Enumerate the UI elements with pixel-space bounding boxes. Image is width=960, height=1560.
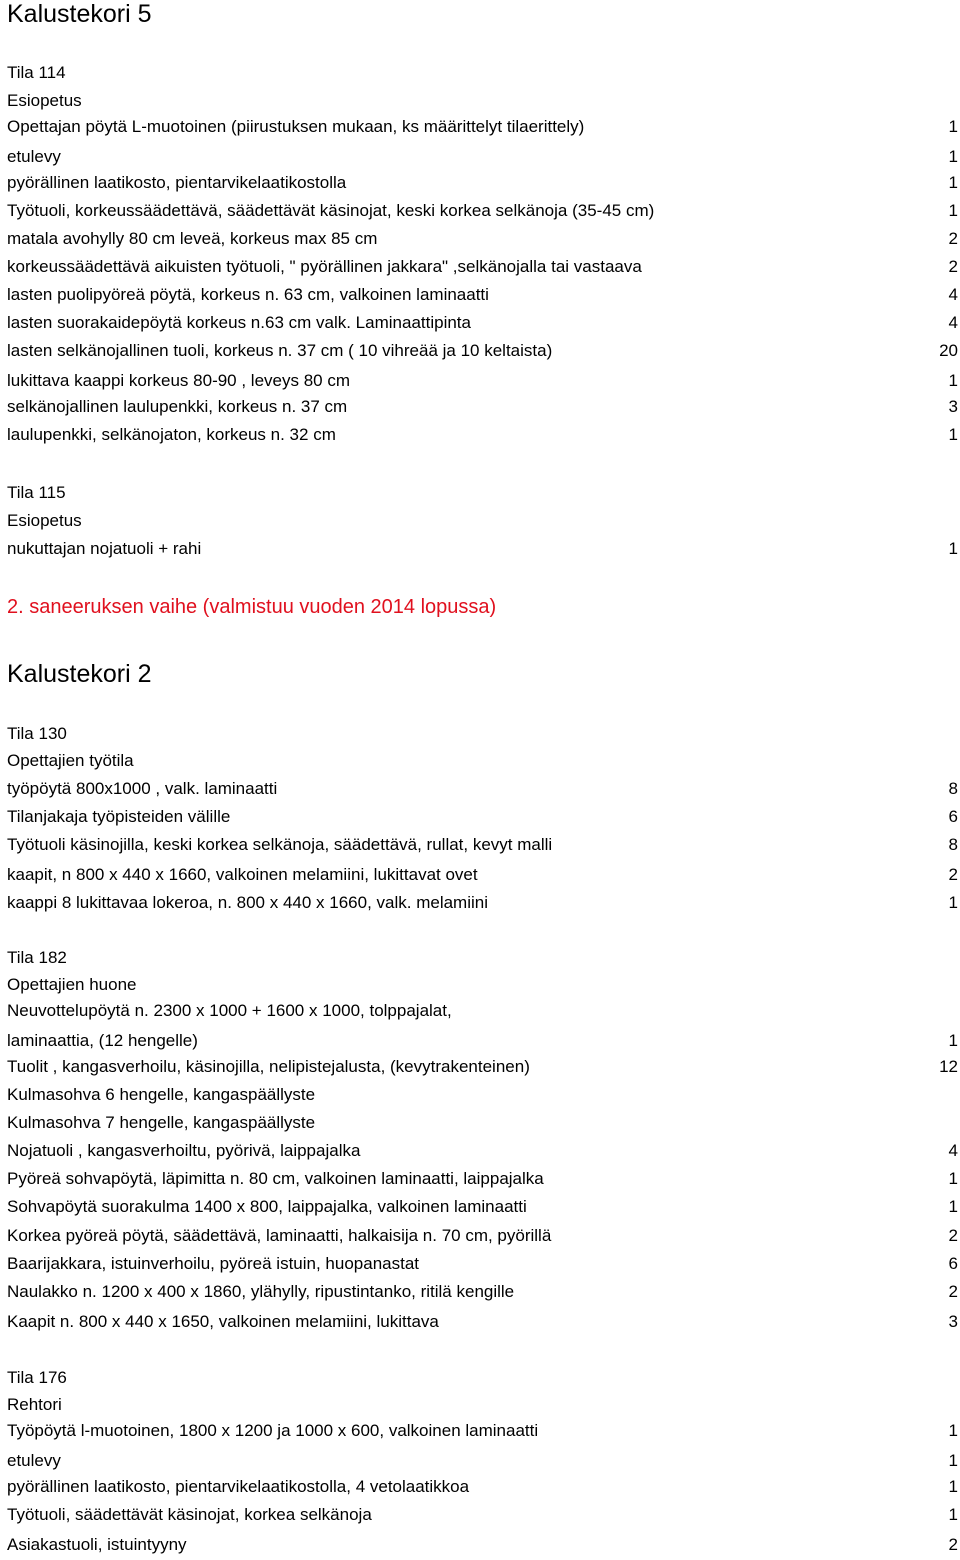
item-description: pyörällinen laatikosto, pientarvikelaatikostolla [7,173,347,192]
item-description: laulupenkki, selkänojaton, korkeus n. 32 cm [7,425,336,444]
item-description: Työpöytä l-muotoinen, 1800 x 1200 ja 1000 x 600, valkoinen laminaatti [7,1421,539,1440]
item-quantity: 1 [948,425,958,444]
item-quantity: 1 [948,1031,958,1050]
item-quantity: 2 [948,1226,958,1245]
item-description: Korkea pyöreä pöytä, säädettävä, laminaatti, halkaisija n. 70 cm, pyörillä [7,1226,552,1245]
item-quantity: 2 [948,1535,958,1554]
item-quantity: 1 [948,173,958,192]
room-subtitle: Esiopetus [7,91,82,110]
item-description: lasten puolipyöreä pöytä, korkeus n. 63 cm, valkoinen laminaatti [7,285,489,304]
item-description: Kaapit n. 800 x 440 x 1650, valkoinen melamiini, lukittava [7,1312,439,1331]
item-description: Työtuoli, säädettävät käsinojat, korkea selkänoja [7,1505,372,1524]
item-description: Neuvottelupöytä n. 2300 x 1000 + 1600 x 1000, tolppajalat, [7,1001,452,1020]
item-description: Kulmasohva 7 hengelle, kangaspäällyste [7,1113,316,1132]
section-heading: Kalustekori 5 [7,0,152,28]
item-quantity: 1 [948,893,958,912]
item-description: lasten selkänojallinen tuoli, korkeus n. 37 cm ( 10 vihreää ja 10 keltaista) [7,341,553,360]
item-description: Naulakko n. 1200 x 400 x 1860, ylähylly, ripustintanko, ritilä kengille [7,1282,515,1301]
item-description: työpöytä 800x1000 , valk. laminaatti [7,779,278,798]
item-description: Asiakastuoli, istuintyyny [7,1535,187,1554]
item-description: laminaattia, (12 hengelle) [7,1031,198,1050]
item-description: Työtuoli, korkeussäädettävä, säädettävät käsinojat, keski korkea selkänoja (35-45 cm) [7,201,655,220]
item-description: kaapit, n 800 x 440 x 1660, valkoinen melamiini, lukittavat ovet [7,865,478,884]
item-quantity: 20 [939,341,958,360]
item-quantity: 3 [948,397,958,416]
item-description: Pyöreä sohvapöytä, läpimitta n. 80 cm, valkoinen laminaatti, laippajalka [7,1169,544,1188]
item-quantity: 6 [948,807,958,826]
room-number: Tila 176 [7,1368,67,1387]
item-quantity: 1 [948,1197,958,1216]
item-quantity: 1 [948,1421,958,1440]
item-description: Tilanjakaja työpisteiden välille [7,807,231,826]
item-description: Baarijakkara, istuinverhoilu, pyöreä istuin, huopanastat [7,1254,420,1273]
item-quantity: 1 [948,117,958,136]
item-description: Tuolit , kangasverhoilu, käsinojilla, nelipistejalusta, (kevytrakenteinen) [7,1057,530,1076]
item-quantity: 2 [948,1282,958,1301]
item-quantity: 4 [948,313,958,332]
room-number: Tila 130 [7,724,67,743]
item-quantity: 8 [948,779,958,798]
item-description: korkeussäädettävä aikuisten työtuoli, " pyörällinen jakkara" ,selkänojalla tai vastaava [7,257,642,276]
item-quantity: 2 [948,865,958,884]
item-description: Nojatuoli , kangasverhoiltu, pyörivä, laippajalka [7,1141,361,1160]
item-quantity: 1 [948,201,958,220]
room-subtitle: Rehtori [7,1395,62,1414]
item-description: selkänojallinen laulupenkki, korkeus n. 37 cm [7,397,348,416]
item-quantity: 4 [948,1141,958,1160]
item-description: etulevy [7,1451,61,1470]
item-quantity: 1 [948,1505,958,1524]
item-quantity: 1 [948,539,958,558]
item-description: Työtuoli käsinojilla, keski korkea selkänoja, säädettävä, rullat, kevyt malli [7,835,553,854]
item-quantity: 1 [948,371,958,390]
item-description: etulevy [7,147,61,166]
room-number: Tila 115 [7,483,66,502]
room-subtitle: Opettajien työtila [7,751,134,770]
item-quantity: 1 [948,1477,958,1496]
item-description: Sohvapöytä suorakulma 1400 x 800, laippajalka, valkoinen laminaatti [7,1197,527,1216]
item-quantity: 4 [948,285,958,304]
item-description: kaappi 8 lukittavaa lokeroa, n. 800 x 440 x 1660, valk. melamiini [7,893,488,912]
item-quantity: 6 [948,1254,958,1273]
item-quantity: 12 [939,1057,958,1076]
phase-title: 2. saneeruksen vaihe (valmistuu vuoden 2014 lopussa) [7,596,497,618]
room-number: Tila 114 [7,63,66,82]
item-description: lasten suorakaidepöytä korkeus n.63 cm valk. Laminaattipinta [7,313,471,332]
item-description: Kulmasohva 6 hengelle, kangaspäällyste [7,1085,316,1104]
item-quantity: 2 [948,257,958,276]
item-quantity: 8 [948,835,958,854]
item-description: lukittava kaappi korkeus 80-90 , leveys 80 cm [7,371,351,390]
item-quantity: 1 [948,1451,958,1470]
item-quantity: 3 [948,1312,958,1331]
item-description: matala avohylly 80 cm leveä, korkeus max 85 cm [7,229,378,248]
item-description: pyörällinen laatikosto, pientarvikelaatikostolla, 4 vetolaatikkoa [7,1477,470,1496]
room-subtitle: Esiopetus [7,511,82,530]
room-number: Tila 182 [7,948,67,967]
room-subtitle: Opettajien huone [7,975,137,994]
item-quantity: 1 [948,147,958,166]
item-description: nukuttajan nojatuoli + rahi [7,539,202,558]
item-quantity: 2 [948,229,958,248]
section-heading: Kalustekori 2 [7,660,152,688]
item-quantity: 1 [948,1169,958,1188]
item-description: Opettajan pöytä L-muotoinen (piirustuksen mukaan, ks määrittelyt tilaerittely) [7,117,585,136]
